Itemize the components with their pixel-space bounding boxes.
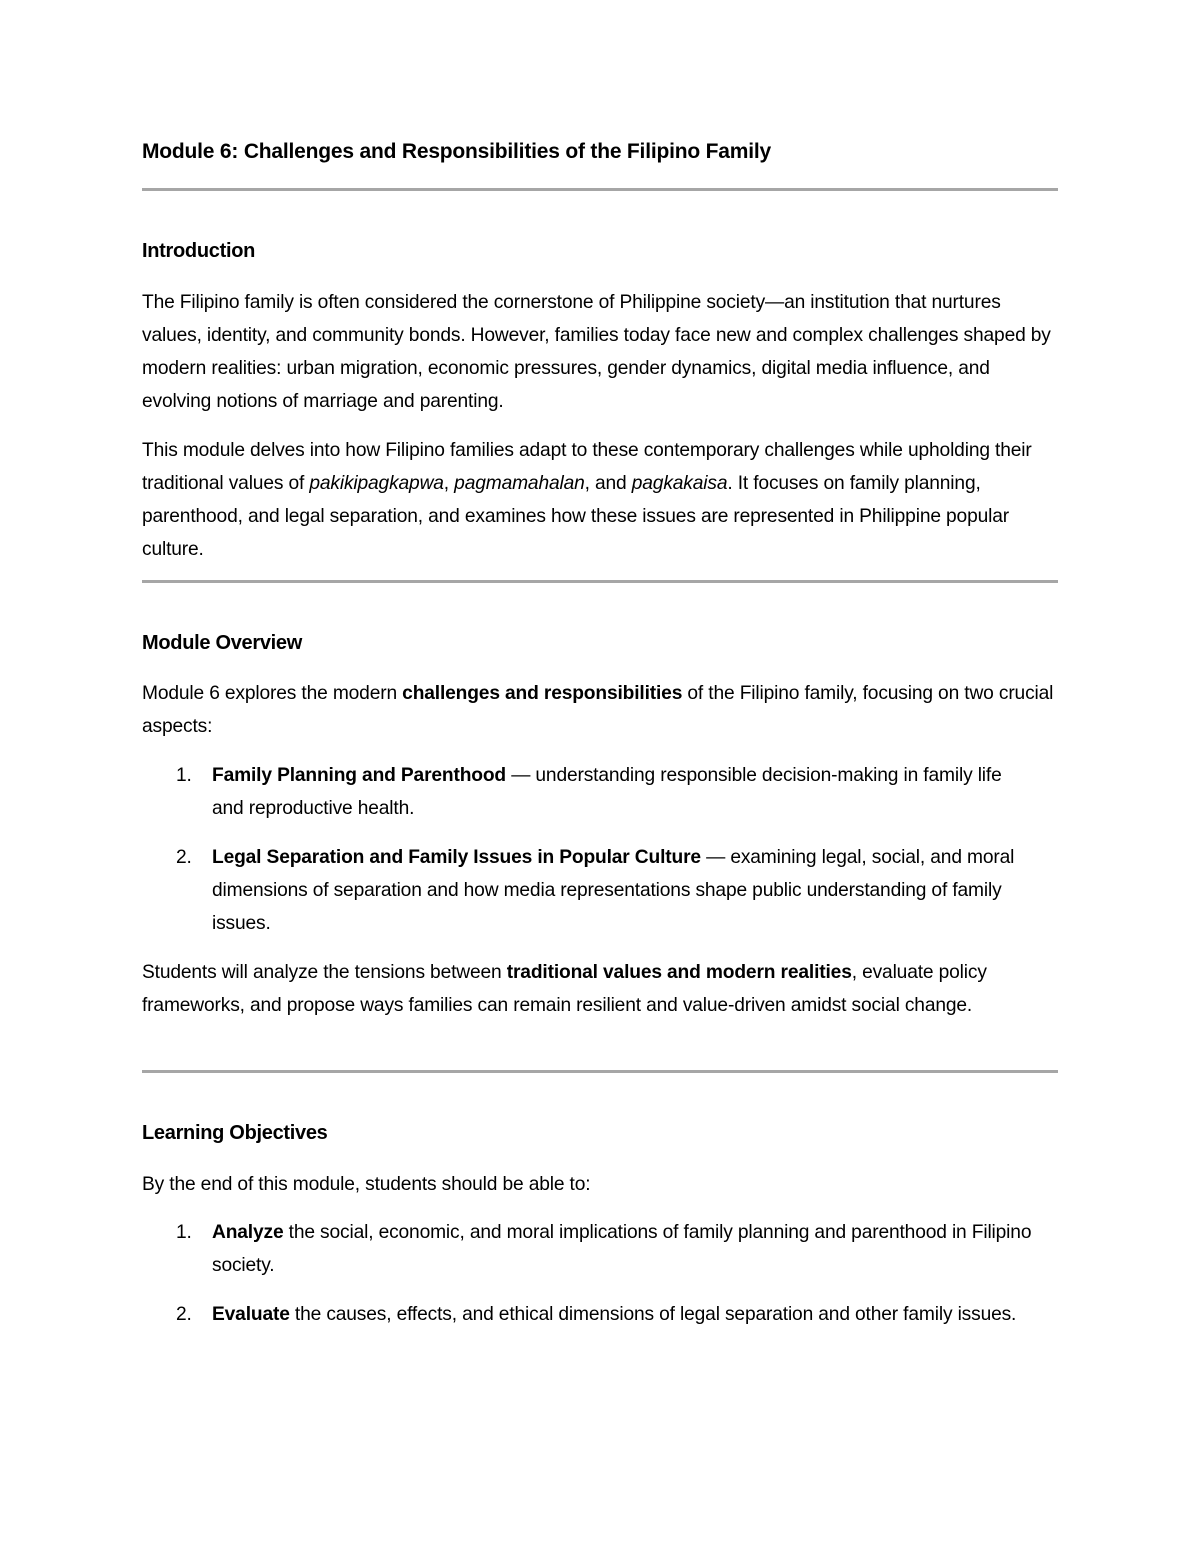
- overview-heading: Module Overview: [142, 632, 302, 654]
- list-item-title: Legal Separation and Family Issues in Popular Culture: [212, 847, 701, 868]
- list-item-text: — examining legal, social, and moral dimensions of separation and how media representations shape public understanding of family issues.: [212, 847, 1015, 934]
- list-item: [142, 759, 1058, 825]
- term-pagkakaisa: pagkakaisa: [631, 473, 728, 494]
- list-item: [142, 1298, 1058, 1331]
- list-item-text: the causes, effects, and ethical dimensions of legal separation and other family issues.: [289, 1304, 1017, 1325]
- divider: [142, 580, 1058, 583]
- list-item: [142, 841, 1058, 940]
- list-number: 2.: [176, 1304, 192, 1325]
- overview-closing: [142, 956, 1058, 1022]
- objectives-intro: By the end of this module, students should be able to:: [142, 1174, 591, 1195]
- list-item-text: the social, economic, and moral implications of family planning and parenthood in Filipino society.: [212, 1222, 1032, 1276]
- overview-intro: [142, 677, 1058, 743]
- term-pakikipagkapwa: pakikipagkapwa: [309, 473, 444, 494]
- emphasis: challenges and responsibilities: [402, 683, 683, 704]
- introduction-paragraph-2: [142, 434, 1058, 566]
- text-run: of the Filipino family, focusing on two crucial aspects:: [142, 683, 1054, 737]
- objectives-list: [142, 1216, 1058, 1331]
- text-run: . It focuses on family planning, parenthood, and legal separation, and examines how these issues are represented in Philippine popular culture.: [142, 473, 1009, 560]
- list-number: 2.: [176, 847, 192, 868]
- objective-verb: Evaluate: [212, 1304, 290, 1325]
- introduction-heading: Introduction: [142, 240, 256, 262]
- divider: [142, 1070, 1058, 1073]
- list-number: 1.: [176, 1222, 192, 1243]
- document-title: Module 6: Challenges and Responsibilities of the Filipino Family: [142, 140, 771, 163]
- list-item: [142, 1216, 1058, 1282]
- emphasis: traditional values and modern realities: [506, 962, 852, 983]
- text-run: , evaluate policy frameworks, and propose ways families can remain resilient and value-driven amidst social change.: [142, 962, 987, 1016]
- list-item-title: Family Planning and Parenthood: [212, 765, 507, 786]
- text-run: , and: [584, 473, 632, 494]
- text-run: ,: [443, 473, 455, 494]
- divider: [142, 188, 1058, 191]
- objective-verb: Analyze: [212, 1222, 284, 1243]
- overview-list: [142, 759, 1058, 940]
- text-run: Students will analyze the tensions between: [142, 962, 507, 983]
- term-pagmamahalan: pagmamahalan: [454, 473, 585, 494]
- text-run: This module delves into how Filipino families adapt to these contemporary challenges while upholding their traditional values of: [142, 440, 1032, 494]
- objectives-heading: Learning Objectives: [142, 1122, 328, 1144]
- introduction-paragraph-1: The Filipino family is often considered the cornerstone of Philippine society—an institution that nurtures values, identity, and community bonds. However, families today face new and complex challenges shaped by modern realities: urban migration, economic pressures, gender dynamics, digital media influence, and evolving notions of marriage and parenting.: [142, 292, 1051, 412]
- text-run: Module 6 explores the modern: [142, 683, 403, 704]
- list-number: 1.: [176, 765, 192, 786]
- list-item-text: — understanding responsible decision-making in family life and reproductive health.: [212, 765, 1002, 819]
